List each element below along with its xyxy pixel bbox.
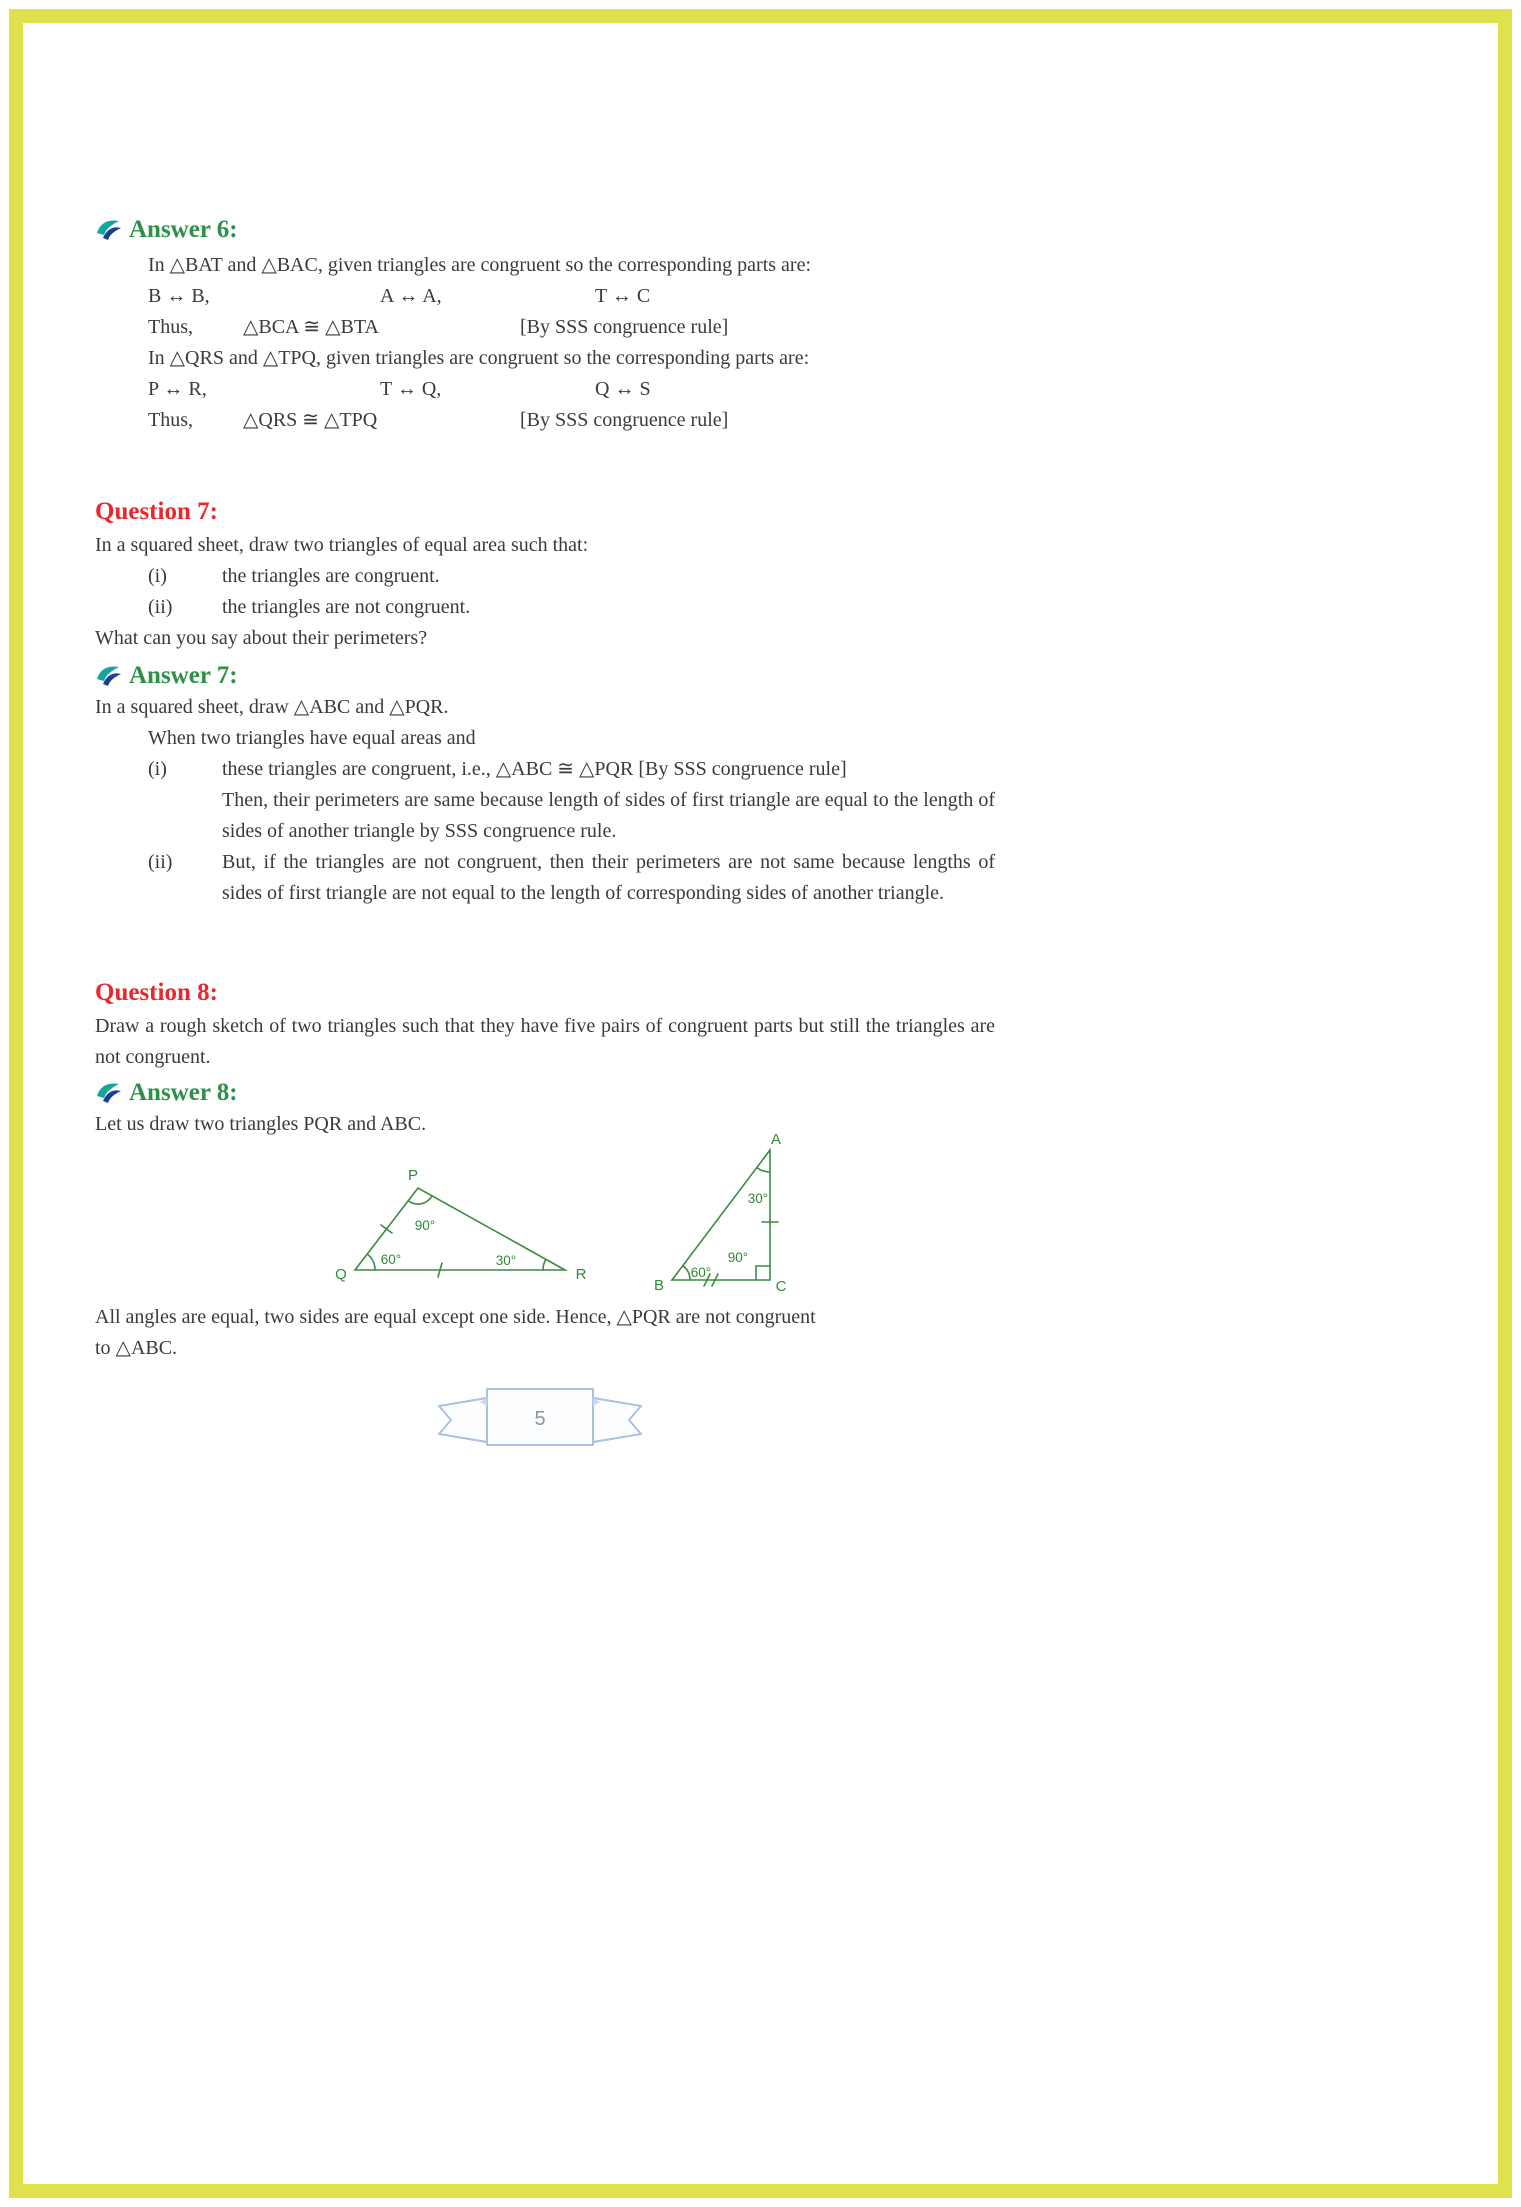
thus-label: Thus, [148,316,193,338]
answer-8-conclusion [95,1302,995,1364]
question-7-outro: What can you say about their perimeters? [95,627,428,649]
answer-8-section [95,1077,995,1364]
list-number: (i) [148,565,167,587]
congruence-statement: △QRS ≅ △TPQ [243,409,378,431]
list-text: the triangles are congruent. [222,565,440,587]
answer-6-body [95,250,995,436]
vertex-label-a: A [770,1131,782,1148]
answer-7-item-i-continued: Then, their perimeters are same because length of sides of first triangle are equal to the length of sides of another triangle by SSS congruence rule. [222,789,995,842]
answer-7-heading-text: Answer 7: [129,662,238,689]
list-text: the triangles are not congruent. [222,596,471,618]
question-7-item-ii [95,592,995,623]
correspondence-pair: P ↔ R, [148,378,207,400]
answer-7-section [95,660,995,909]
congruence-rule: [By SSS congruence rule] [520,316,729,338]
question-7-heading: Question 7: [95,498,218,525]
conclusion-line-2: to △ABC. [95,1337,178,1359]
question-8-heading: Question 8: [95,979,218,1006]
question-7-section [95,496,995,654]
vertex-label-q: Q [335,1266,347,1283]
answer-6-heading-text: Answer 6: [129,216,238,243]
ribbon-left-tail [439,1398,487,1442]
question-8-text: Draw a rough sketch of two triangles such that they have five pairs of congruent parts but still the triangles are not congruent. [95,1015,995,1068]
answer-7-item-ii [95,847,995,909]
angle-label-p-90: 90° [414,1218,436,1233]
answer-6-conclusion-1 [95,312,995,343]
answer-8-line-1: Let us draw two triangles PQR and ABC. [95,1113,427,1135]
thus-label: Thus, [148,409,193,431]
brand-logo-icon [95,217,121,243]
angle-label-q-60: 60° [380,1252,402,1267]
question-7-body [95,530,995,654]
conclusion-line-1: All angles are equal, two sides are equal except one side. Hence, △PQR are not congruent [95,1306,816,1328]
vertex-label-p: P [407,1167,419,1184]
triangle-abc-outline [672,1150,770,1280]
answer-6-conclusion-2 [95,405,995,436]
answer-7-body [95,692,995,909]
vertex-label-c: C [775,1278,787,1295]
answer-6-correspondence-1 [95,281,995,312]
answer-7-line-1: In a squared sheet, draw △ABC and △PQR. [95,696,449,718]
list-text: these triangles are congruent, i.e., △ABC ≅ △PQR [By SSS congruence rule] [222,758,847,780]
vertex-label-r: R [575,1266,587,1283]
answer-8-heading-text: Answer 8: [129,1079,238,1106]
page-content [95,214,995,1450]
question-8-section [95,977,995,1073]
list-number: (ii) [148,851,173,873]
answer-7-line-2: When two triangles have equal areas and [148,727,476,749]
congruence-rule: [By SSS congruence rule] [520,409,729,431]
question-7-intro: In a squared sheet, draw two triangles of equal area such that: [95,534,589,556]
vertex-label-b: B [653,1277,665,1294]
triangles-diagram [300,1130,860,1302]
list-text: But, if the triangles are not congruent, then their perimeters are not same because lengths of sides of first triangle are not equal to the length of corresponding sides of another triangle. [222,851,995,904]
answer-6-heading [95,214,995,246]
congruence-statement: △BCA ≅ △BTA [243,316,379,338]
page-number: 5 [534,1408,546,1430]
question-7-item-i [95,561,995,592]
ribbon-right-tail [593,1398,641,1442]
right-angle-mark [756,1266,770,1280]
angle-label-a-30: 30° [747,1191,769,1206]
answer-6-intro-2: In △QRS and △TPQ, given triangles are congruent so the corresponding parts are: [148,347,810,369]
correspondence-pair: A ↔ A, [380,285,442,307]
list-number: (ii) [148,596,173,618]
list-number: (i) [148,758,167,780]
brand-logo-icon [95,663,121,689]
answer-6-section [95,214,995,436]
correspondence-pair: T ↔ Q, [380,378,442,400]
answer-8-heading [95,1077,995,1109]
page-number-ribbon [435,1386,645,1450]
answer-7-item-i [95,754,995,785]
answer-7-heading [95,660,995,692]
correspondence-pair: Q ↔ S [595,378,651,400]
angle-label-c-90: 90° [727,1250,749,1265]
answer-6-correspondence-2 [95,374,995,405]
angle-label-r-30: 30° [495,1253,517,1268]
correspondence-pair: T ↔ C [595,285,651,307]
angle-label-b-60: 60° [690,1265,712,1280]
answer-6-intro-1: In △BAT and △BAC, given triangles are congruent so the corresponding parts are: [148,254,812,276]
brand-logo-icon [95,1080,121,1106]
correspondence-pair: B ↔ B, [148,285,210,307]
